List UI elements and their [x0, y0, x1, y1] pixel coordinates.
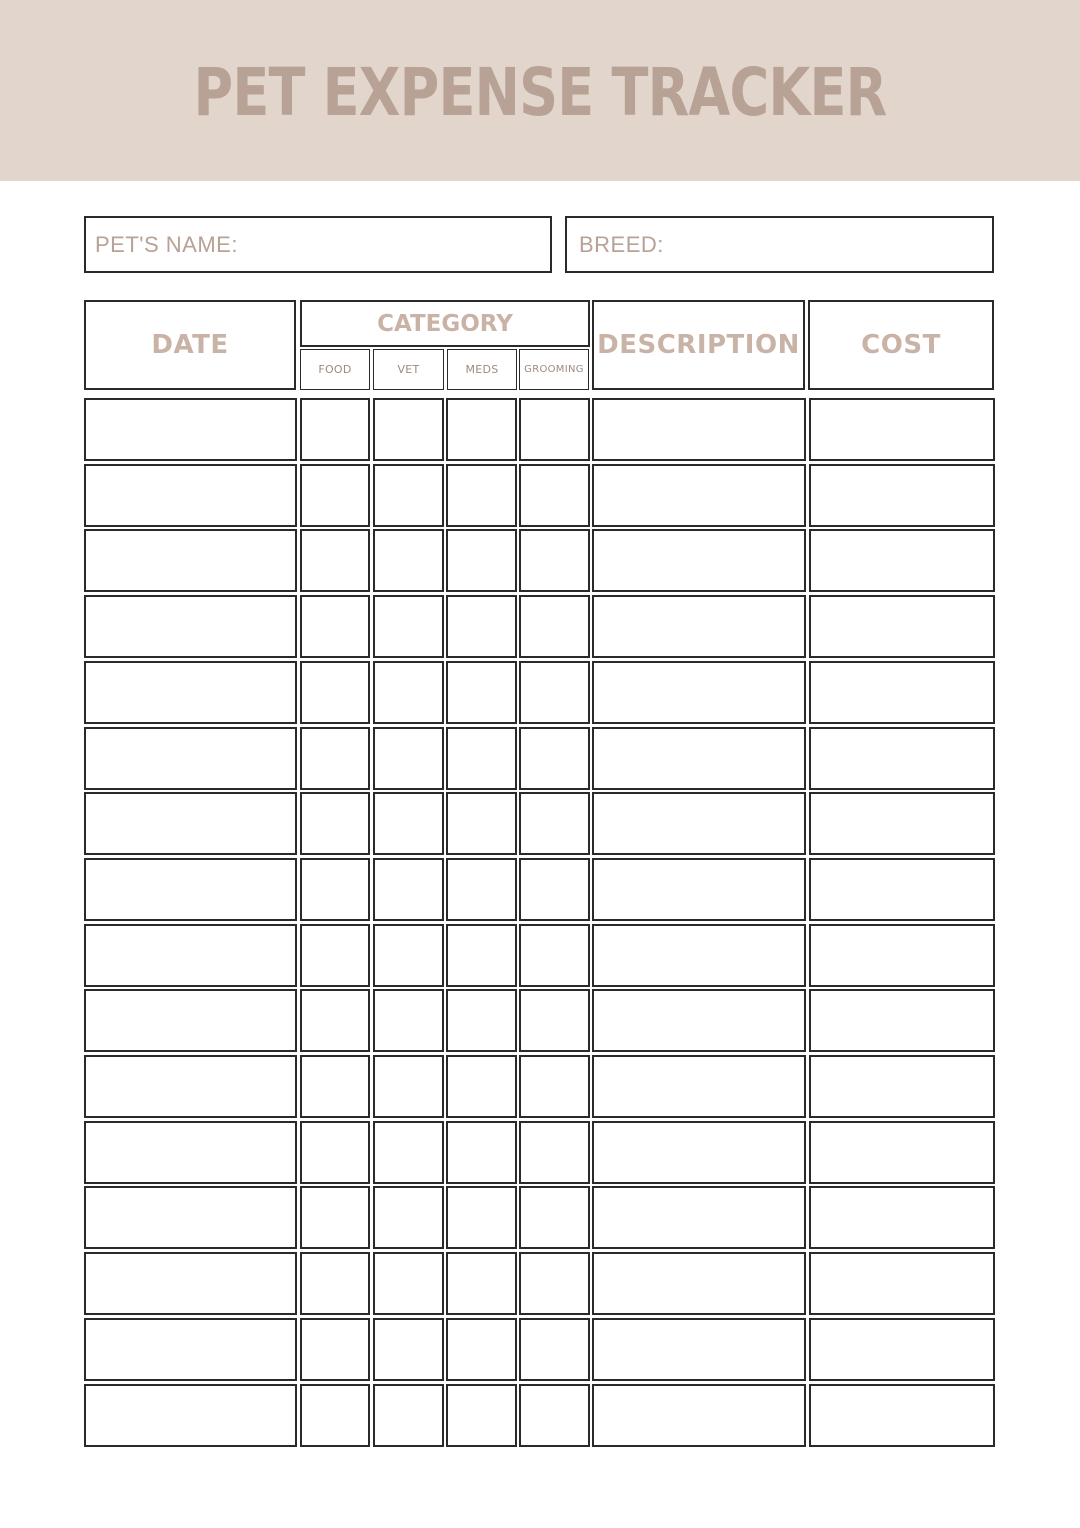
meds-cell[interactable]: [446, 1186, 517, 1249]
vet-cell[interactable]: [373, 398, 444, 461]
date-header: DATE: [84, 300, 296, 390]
cost-cell[interactable]: [809, 1121, 995, 1184]
grooming-cell[interactable]: [519, 792, 590, 855]
vet-cell[interactable]: [373, 595, 444, 658]
meds-cell[interactable]: [446, 1055, 517, 1118]
description-cell[interactable]: [592, 661, 806, 724]
grooming-cell[interactable]: [519, 1055, 590, 1118]
cost-cell[interactable]: [809, 661, 995, 724]
description-cell[interactable]: [592, 1186, 806, 1249]
vet-cell[interactable]: [373, 1121, 444, 1184]
vet-cell[interactable]: [373, 924, 444, 987]
food-cell[interactable]: [300, 595, 370, 658]
description-cell[interactable]: [592, 792, 806, 855]
grooming-cell[interactable]: [519, 924, 590, 987]
date-cell[interactable]: [84, 661, 297, 724]
food-cell[interactable]: [300, 464, 370, 527]
meds-subheader: MEDS: [447, 349, 517, 390]
description-cell[interactable]: [592, 398, 806, 461]
grooming-cell[interactable]: [519, 661, 590, 724]
grooming-cell[interactable]: [519, 989, 590, 1052]
cost-cell[interactable]: [809, 1186, 995, 1249]
grooming-cell[interactable]: [519, 1186, 590, 1249]
vet-cell[interactable]: [373, 1252, 444, 1315]
meds-cell[interactable]: [446, 858, 517, 921]
vet-cell[interactable]: [373, 858, 444, 921]
grooming-cell[interactable]: [519, 1318, 590, 1381]
meds-cell[interactable]: [446, 989, 517, 1052]
date-cell[interactable]: [84, 924, 297, 987]
description-cell[interactable]: [592, 1384, 806, 1447]
table-row: [84, 989, 996, 1052]
description-cell[interactable]: [592, 1121, 806, 1184]
meds-cell[interactable]: [446, 464, 517, 527]
food-cell[interactable]: [300, 858, 370, 921]
date-cell[interactable]: [84, 529, 297, 592]
cost-cell[interactable]: [809, 1252, 995, 1315]
cost-cell[interactable]: [809, 792, 995, 855]
cost-cell[interactable]: [809, 1055, 995, 1118]
table-row: [84, 595, 996, 658]
date-cell[interactable]: [84, 464, 297, 527]
grooming-cell[interactable]: [519, 1121, 590, 1184]
cost-header: COST: [808, 300, 994, 390]
grooming-cell[interactable]: [519, 1384, 590, 1447]
page-title: PET EXPENSE TRACKER: [193, 54, 887, 131]
vet-cell[interactable]: [373, 989, 444, 1052]
meds-cell[interactable]: [446, 727, 517, 790]
description-cell[interactable]: [592, 924, 806, 987]
food-cell[interactable]: [300, 1384, 370, 1447]
food-cell[interactable]: [300, 1318, 370, 1381]
description-cell[interactable]: [592, 1055, 806, 1118]
meds-cell[interactable]: [446, 398, 517, 461]
description-cell[interactable]: [592, 595, 806, 658]
grooming-subheader: GROOMING: [519, 349, 589, 390]
meds-cell[interactable]: [446, 1384, 517, 1447]
date-cell[interactable]: [84, 398, 297, 461]
description-cell[interactable]: [592, 858, 806, 921]
description-cell[interactable]: [592, 529, 806, 592]
cost-cell[interactable]: [809, 398, 995, 461]
vet-cell[interactable]: [373, 529, 444, 592]
food-subheader: FOOD: [300, 349, 370, 390]
date-cell[interactable]: [84, 1318, 297, 1381]
grooming-cell[interactable]: [519, 529, 590, 592]
table-row: [84, 1121, 996, 1184]
date-cell[interactable]: [84, 989, 297, 1052]
grooming-cell[interactable]: [519, 1252, 590, 1315]
description-cell[interactable]: [592, 464, 806, 527]
date-cell[interactable]: [84, 727, 297, 790]
category-header: CATEGORY: [300, 300, 590, 347]
table-row: [84, 464, 996, 527]
table-row: [84, 924, 996, 987]
pet-name-field[interactable]: [84, 216, 552, 273]
table-row: [84, 1384, 996, 1447]
cost-cell[interactable]: [809, 924, 995, 987]
cost-cell[interactable]: [809, 529, 995, 592]
date-cell[interactable]: [84, 1121, 297, 1184]
date-cell[interactable]: [84, 1384, 297, 1447]
cost-cell[interactable]: [809, 727, 995, 790]
table-row: [84, 858, 996, 921]
grooming-cell[interactable]: [519, 464, 590, 527]
meds-cell[interactable]: [446, 792, 517, 855]
meds-cell[interactable]: [446, 1121, 517, 1184]
food-cell[interactable]: [300, 792, 370, 855]
date-cell[interactable]: [84, 1055, 297, 1118]
food-cell[interactable]: [300, 727, 370, 790]
vet-cell[interactable]: [373, 661, 444, 724]
table-row: [84, 1252, 996, 1315]
vet-cell[interactable]: [373, 1384, 444, 1447]
description-cell[interactable]: [592, 1318, 806, 1381]
vet-cell[interactable]: [373, 1186, 444, 1249]
date-cell[interactable]: [84, 1252, 297, 1315]
food-cell[interactable]: [300, 1186, 370, 1249]
vet-cell[interactable]: [373, 1055, 444, 1118]
breed-field[interactable]: [565, 216, 994, 273]
date-cell[interactable]: [84, 1186, 297, 1249]
meds-cell[interactable]: [446, 595, 517, 658]
cost-cell[interactable]: [809, 595, 995, 658]
table-row: [84, 792, 996, 855]
grooming-cell[interactable]: [519, 727, 590, 790]
meds-cell[interactable]: [446, 924, 517, 987]
meds-cell[interactable]: [446, 529, 517, 592]
cost-cell[interactable]: [809, 989, 995, 1052]
pet-name-label: PET'S NAME:: [95, 231, 238, 257]
table-row: [84, 1186, 996, 1249]
vet-subheader: VET: [373, 349, 444, 390]
breed-label: BREED:: [579, 231, 664, 257]
meds-cell[interactable]: [446, 1318, 517, 1381]
cost-cell[interactable]: [809, 858, 995, 921]
table-row: [84, 398, 996, 461]
vet-cell[interactable]: [373, 1318, 444, 1381]
description-cell[interactable]: [592, 1252, 806, 1315]
vet-cell[interactable]: [373, 792, 444, 855]
meds-cell[interactable]: [446, 661, 517, 724]
date-cell[interactable]: [84, 858, 297, 921]
food-cell[interactable]: [300, 661, 370, 724]
food-cell[interactable]: [300, 1121, 370, 1184]
description-cell[interactable]: [592, 989, 806, 1052]
grooming-cell[interactable]: [519, 595, 590, 658]
food-cell[interactable]: [300, 989, 370, 1052]
description-cell[interactable]: [592, 727, 806, 790]
food-cell[interactable]: [300, 924, 370, 987]
meds-cell[interactable]: [446, 1252, 517, 1315]
date-cell[interactable]: [84, 792, 297, 855]
table-row: [84, 727, 996, 790]
food-cell[interactable]: [300, 398, 370, 461]
food-cell[interactable]: [300, 1252, 370, 1315]
table-row: [84, 661, 996, 724]
grooming-cell[interactable]: [519, 398, 590, 461]
food-cell[interactable]: [300, 1055, 370, 1118]
cost-cell[interactable]: [809, 464, 995, 527]
cost-cell[interactable]: [809, 1318, 995, 1381]
description-header: DESCRIPTION: [592, 300, 805, 390]
table-row: [84, 529, 996, 592]
date-cell[interactable]: [84, 595, 297, 658]
vet-cell[interactable]: [373, 727, 444, 790]
vet-cell[interactable]: [373, 464, 444, 527]
cost-cell[interactable]: [809, 1384, 995, 1447]
table-row: [84, 1055, 996, 1118]
grooming-cell[interactable]: [519, 858, 590, 921]
food-cell[interactable]: [300, 529, 370, 592]
table-row: [84, 1318, 996, 1381]
